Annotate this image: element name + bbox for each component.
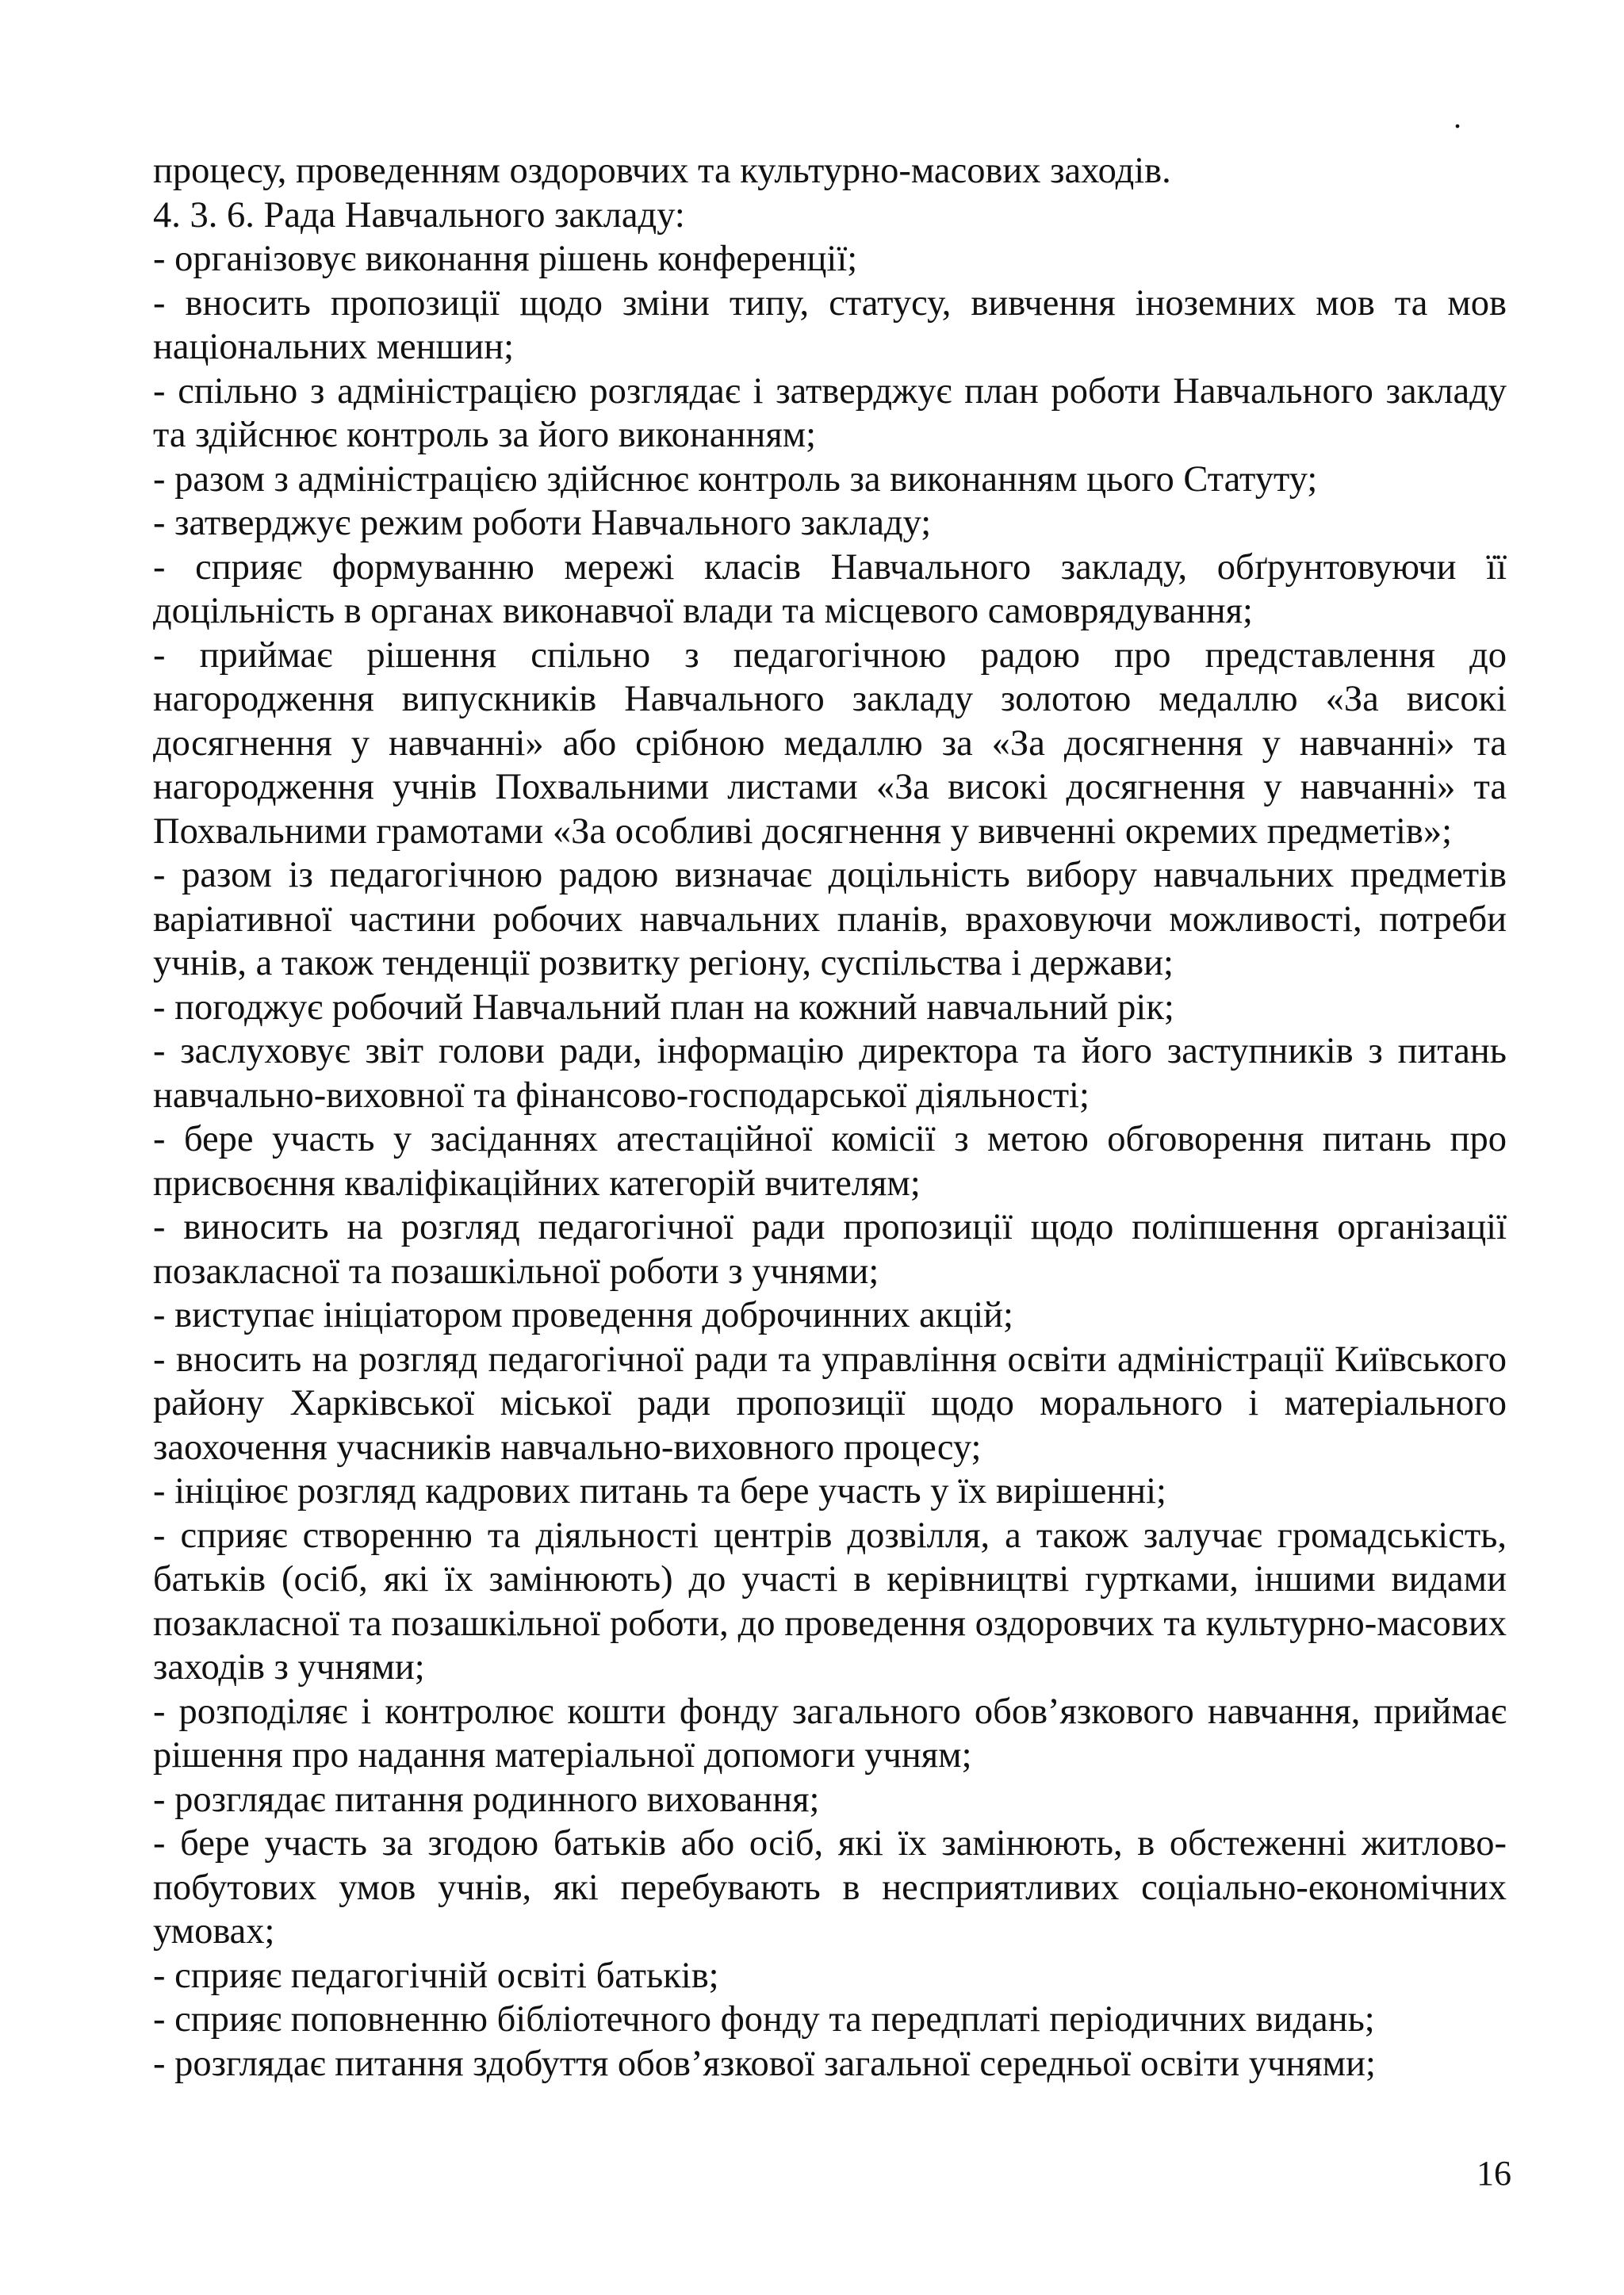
list-item: - розглядає питання здобуття обов’язкової загальної середньої освіти учнями; [153,2043,1376,2084]
list-item: - організовує виконання рішень конференції; [153,239,858,279]
section-heading: 4. 3. 6. Рада Навчального закладу: [153,194,685,236]
list-item: - бере участь у засіданнях атестаційної комісії з метою обговорення питань про присвоєння кваліфікаційних категорій вчителям; [153,1119,1507,1204]
list-item: - приймає рішення спільно з педагогічною радою про представлення до нагородження випускників Навчального закладу золотою медаллю «За високі досягнення у навчанні» або срібною медаллю за «За досягнення у навчанні» та нагородження учнів Похвальними листами «За високі досягнення у навчанні» та Похвальними грамотами «За особливі досягнення у вивченні окремих предметів»; [153,634,1507,852]
list-item: - сприяє створенню та діяльності центрів дозвілля, а також залучає громадськість, батьків (осіб, які їх замінюють) до участі в керівництві гуртками, іншими видами позакласної та позашкільної роботи, до проведення оздоровчих та культурно-масових заходів з учнями; [153,1515,1507,1688]
list-item: - ініціює розгляд кадрових питань та бере участь у їх вирішенні; [153,1471,1166,1511]
list-item: - вносить пропозиції щодо зміни типу, статусу, вивчення іноземних мов та мов національних меншин; [153,282,1507,367]
list-item: - бере участь за згодою батьків або осіб, які їх замінюють, в обстеженні житлово-побутових умов учнів, які перебувають в несприятливих соціально-економічних умовах; [153,1823,1507,1952]
list-item: - разом з адміністрацією здійснює контроль за виконанням цього Статуту; [153,458,1318,500]
page-number: 16 [1477,2154,1511,2193]
body-text [153,149,1507,2086]
list-item: - заслуховує звіт голови ради, інформацію директора та його заступників з питань навчально-виховної та фінансово-господарської діяльності; [153,1031,1507,1116]
list-item: - розподіляє і контролює кошти фонду загального обов’язкового навчання, приймає рішення про надання матеріальної допомоги учням; [153,1691,1507,1776]
list-item: - разом із педагогічною радою визначає доцільність вибору навчальних предметів варіативної частини робочих навчальних планів, враховуючи можливості, потреби учнів, а також тенденції розвитку регіону, суспільства і держави; [153,855,1507,983]
list-item: - виносить на розгляд педагогічної ради пропозиції щодо поліпшення організації позакласної та позашкільної роботи з учнями; [153,1207,1507,1292]
list-item: - вносить на розгляд педагогічної ради та управління освіти адміністрації Київського району Харківської міської ради пропозиції щодо морального і матеріального заохочення учасників навчально-виховного процесу; [153,1339,1507,1468]
list-item: - погоджує робочий Навчальний план на кожний навчальний рік; [153,987,1174,1028]
list-item: - затверджує режим роботи Навчального закладу; [153,503,932,543]
list-item: - сприяє формуванню мережі класів Навчального закладу, обґрунтовуючи її доцільність в органах виконавчої влади та місцевого самоврядування; [153,546,1507,631]
list-item: - виступає ініціатором проведення доброчинних акцій; [153,1295,1013,1335]
list-item: - сприяє поповненню бібліотечного фонду та передплаті періодичних видань; [153,1999,1375,2040]
paragraph-continuation: процесу, проведенням оздоровчих та культурно-масових заходів. [153,151,1171,191]
list-item: - сприяє педагогічній освіті батьків; [153,1955,719,1996]
list-item: - розглядає питання родинного виховання; [153,1779,820,1820]
corner-mark: . [1454,99,1461,135]
list-item: - спільно з адміністрацією розглядає і затверджує план роботи Навчального закладу та здійснює контроль за його виконанням; [153,370,1507,455]
